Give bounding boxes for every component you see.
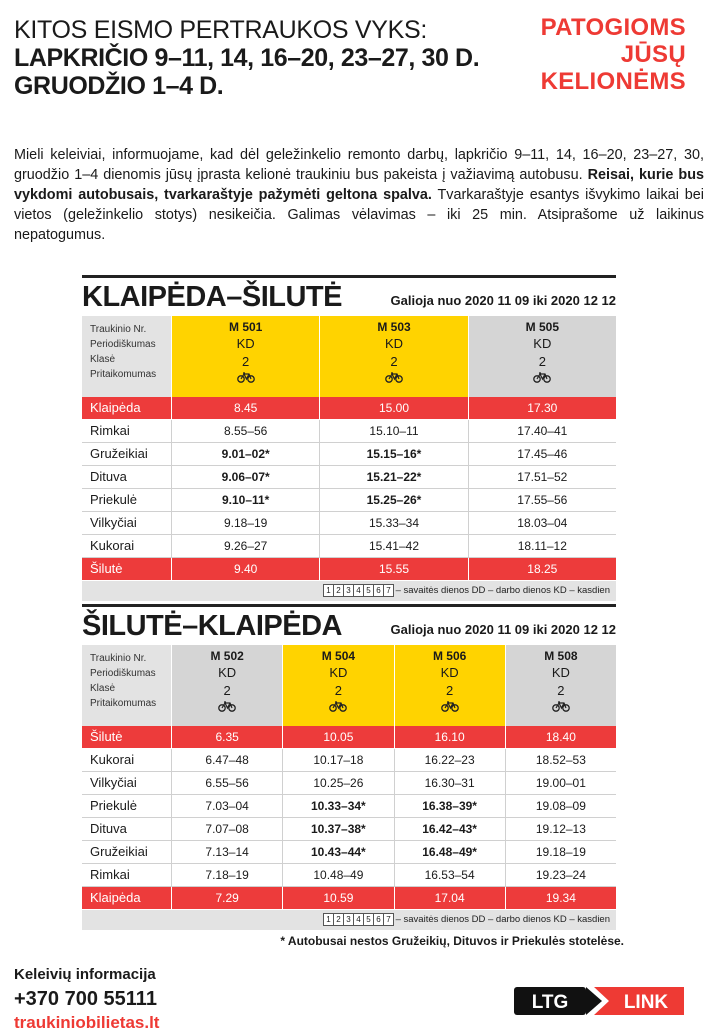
day-box: 4 (353, 913, 364, 926)
header (14, 16, 494, 100)
time-cell: 16.42–43* (395, 818, 506, 840)
time-cell: 19.00–01 (535, 776, 586, 790)
day-box: 5 (363, 584, 374, 597)
time-cell: 18.11–12 (517, 539, 567, 553)
footnote: * Autobusai nestos Gružeikių, Dituvos ir Priekulės stotelėse. (280, 934, 624, 948)
time-cell: 10.37–38* (283, 818, 394, 840)
legend-text: – savaitės dienos DD – darbo dienos KD – kasdien (392, 585, 610, 596)
intro-bold: Reisai, kurie bus vykdomi autobusais, tvarkaraštyje pažymėti geltona spalva. (14, 167, 705, 203)
contact-label: Keleivių informacija (14, 966, 156, 983)
time-cell: 7.03–04 (172, 795, 283, 817)
label-period: Periodiškumas (90, 339, 156, 350)
timetable-row (82, 558, 616, 581)
label-class: Klasė (90, 354, 116, 365)
bicycle-icon (385, 371, 403, 383)
time-cell: 16.10 (395, 726, 506, 748)
label-adapt: Pritaikomumas (90, 698, 157, 709)
time-cell: 7.07–08 (172, 818, 283, 840)
time-cell: 15.25–26* (320, 489, 468, 511)
station-name: Priekulė (82, 489, 172, 511)
time-cell: 17.45–46 (517, 447, 568, 461)
time-cell: 10.43–44* (283, 841, 394, 863)
station-name: Priekulė (82, 795, 172, 817)
time-cell: 9.01–02* (172, 443, 320, 465)
bicycle-icon (237, 371, 255, 383)
train-column (506, 645, 616, 726)
train-number: M 508 (544, 649, 578, 663)
time-cell: 17.30 (527, 401, 558, 415)
station-name: Dituva (82, 818, 172, 840)
time-cell: 10.17–18 (283, 749, 394, 771)
validity: Galioja nuo 2020 11 09 iki 2020 12 12 (390, 293, 616, 308)
label-class: Klasė (90, 683, 116, 694)
time-cell: 16.48–49* (395, 841, 506, 863)
header-line-1: KITOS EISMO PERTRAUKOS VYKS: (14, 16, 428, 44)
day-box: 1 (323, 913, 334, 926)
time-cell: 15.00 (320, 397, 468, 419)
train-number: M 501 (228, 320, 263, 334)
day-box: 6 (373, 584, 384, 597)
time-cell: 19.08–09 (535, 799, 586, 813)
header-labels (82, 316, 172, 397)
legend-text: – savaitės dienos DD – darbo dienos KD – kasdien (392, 914, 610, 925)
header-line-3: GRUODŽIO 1–4 D. (14, 72, 224, 100)
time-cell: 7.18–19 (172, 864, 283, 886)
station-name: Vilkyčiai (82, 772, 172, 794)
train-period: KD (218, 665, 237, 680)
train-period: KD (533, 336, 552, 351)
logo-left-text: LTG (531, 992, 569, 1013)
day-box: 7 (383, 913, 394, 926)
legend (82, 910, 616, 930)
time-cell: 7.13–14 (172, 841, 283, 863)
day-box: 3 (343, 584, 354, 597)
train-period: KD (329, 665, 348, 680)
time-cell: 6.35 (172, 726, 283, 748)
intro-text-2: Tvarkaraštyje esantys išvykimo laikai bei vietos (geležinkelio stotys) nesikeičia. Galimas vėlavimas – iki 25 min. Atsiprašome už laikinus nepatogumus. (14, 187, 704, 243)
station-name: Šilutė (82, 558, 172, 580)
time-cell: 15.15–16* (320, 443, 468, 465)
contact-info (14, 963, 159, 1035)
day-box: 1 (323, 584, 334, 597)
bicycle-icon (329, 700, 347, 712)
time-cell: 15.21–22* (320, 466, 468, 488)
train-class: 2 (242, 354, 250, 369)
timetable-row (82, 841, 616, 864)
validity: Galioja nuo 2020 11 09 iki 2020 12 12 (390, 622, 616, 637)
time-cell: 17.55–56 (517, 493, 568, 507)
time-cell: 6.47–48 (172, 749, 283, 771)
day-box: 4 (353, 584, 364, 597)
timetable-row (82, 887, 616, 910)
timetable-row (82, 535, 616, 558)
time-cell: 10.25–26 (283, 772, 394, 794)
timetable-row (82, 397, 616, 420)
station-name: Gružeikiai (82, 443, 172, 465)
train-number: M 503 (377, 320, 411, 334)
day-box: 3 (343, 913, 354, 926)
time-cell: 17.40–41 (517, 424, 568, 438)
time-cell: 15.33–34 (320, 512, 468, 534)
train-column (172, 316, 320, 397)
label-train-no: Traukinio Nr. (90, 653, 147, 664)
timetable-title: ŠILUTĖ–KLAIPĖDA (82, 610, 342, 642)
train-period: KD (440, 665, 459, 680)
header-line-2: LAPKRIČIO 9–11, 14, 16–20, 23–27, 30 D. (14, 44, 480, 72)
time-cell: 8.45 (172, 397, 320, 419)
time-cell: 18.52–53 (535, 753, 586, 767)
time-cell: 15.10–11 (320, 420, 468, 442)
timetable-row (82, 466, 616, 489)
train-period: KD (551, 665, 570, 680)
train-class: 2 (223, 683, 231, 698)
station-name: Dituva (82, 466, 172, 488)
time-cell: 15.55 (320, 558, 468, 580)
time-cell: 9.10–11* (172, 489, 320, 511)
timetable-row (82, 726, 616, 749)
time-cell: 9.40 (172, 558, 320, 580)
slogan-line-2: JŪSŲ (620, 41, 686, 68)
time-cell: 16.53–54 (395, 864, 506, 886)
contact-site-link[interactable]: traukiniobilietas.lt (14, 1013, 160, 1032)
time-cell: 18.03–04 (517, 516, 568, 530)
train-number: M 502 (210, 649, 244, 663)
station-name: Rimkai (82, 864, 172, 886)
time-cell: 9.06–07* (172, 466, 320, 488)
station-name: Klaipėda (82, 887, 172, 909)
train-column (469, 316, 616, 397)
timetable-row (82, 818, 616, 841)
bicycle-icon (552, 700, 570, 712)
timetable-row (82, 443, 616, 466)
time-cell: 9.26–27 (172, 535, 320, 557)
bicycle-icon (533, 371, 551, 383)
timetable-row (82, 795, 616, 818)
train-column (172, 645, 283, 726)
train-number: M 506 (432, 649, 467, 663)
time-cell: 10.59 (283, 887, 394, 909)
timetable-title: KLAIPĖDA–ŠILUTĖ (82, 281, 342, 313)
timetable-row (82, 489, 616, 512)
time-cell: 18.25 (527, 562, 558, 576)
station-name: Vilkyčiai (82, 512, 172, 534)
station-name: Klaipėda (82, 397, 172, 419)
time-cell: 10.48–49 (283, 864, 394, 886)
train-class: 2 (390, 354, 398, 369)
time-cell: 10.33–34* (283, 795, 394, 817)
slogan-line-1: PATOGIOMS (540, 14, 686, 41)
time-cell: 9.18–19 (172, 512, 320, 534)
timetable-klaipeda-silute (82, 275, 616, 601)
train-class: 2 (334, 683, 342, 698)
timetable-row (82, 772, 616, 795)
time-cell: 7.29 (172, 887, 283, 909)
slogan (486, 14, 686, 95)
logo-right-text: LINK (623, 992, 669, 1013)
bicycle-icon (441, 700, 459, 712)
intro-paragraph (14, 145, 704, 245)
time-cell: 15.41–42 (320, 535, 468, 557)
train-header (82, 316, 616, 397)
time-cell: 16.30–31 (395, 772, 506, 794)
day-box: 5 (363, 913, 374, 926)
time-cell: 16.22–23 (395, 749, 506, 771)
legend-days (323, 585, 393, 596)
train-header (82, 645, 616, 726)
intro-text-1: Mieli keleiviai, informuojame, kad dėl geležinkelio remonto darbų, lapkričio 9–11, 14, 16–20, 23–27, 30, gruodžio 1–4 dienomis jūsų įprasta kelionė traukiniu bus pakeista į važiavimą autobusu. (14, 147, 704, 183)
station-name: Kukorai (82, 535, 172, 557)
train-number: M 504 (321, 649, 356, 663)
timetable-row (82, 512, 616, 535)
timetable-silute-klaipeda (82, 604, 616, 930)
time-cell: 19.34 (545, 891, 576, 905)
label-train-no: Traukinio Nr. (90, 324, 147, 335)
time-cell: 19.12–13 (535, 822, 586, 836)
timetable-row (82, 864, 616, 887)
time-cell: 19.18–19 (535, 845, 586, 859)
time-cell: 16.38–39* (395, 795, 506, 817)
time-cell: 17.04 (395, 887, 506, 909)
day-box: 2 (333, 913, 344, 926)
timetable-row (82, 420, 616, 443)
train-class: 2 (446, 683, 454, 698)
train-column (320, 316, 468, 397)
station-name: Kukorai (82, 749, 172, 771)
bicycle-icon (218, 700, 236, 712)
time-cell: 18.40 (545, 730, 576, 744)
slogan-line-3: KELIONĖMS (540, 68, 686, 95)
station-name: Rimkai (82, 420, 172, 442)
label-period: Periodiškumas (90, 668, 156, 679)
train-class: 2 (538, 354, 546, 369)
time-cell: 10.05 (283, 726, 394, 748)
time-cell: 6.55–56 (172, 772, 283, 794)
timetable-row (82, 749, 616, 772)
header-labels (82, 645, 172, 726)
time-cell: 8.55–56 (172, 420, 320, 442)
ltg-link-logo (514, 986, 684, 1016)
day-box: 2 (333, 584, 344, 597)
train-number: M 505 (525, 320, 559, 334)
label-adapt: Pritaikomumas (90, 369, 157, 380)
train-class: 2 (557, 683, 565, 698)
train-column (395, 645, 506, 726)
day-box: 7 (383, 584, 394, 597)
train-period: KD (236, 336, 255, 351)
time-cell: 17.51–52 (517, 470, 568, 484)
station-name: Šilutė (82, 726, 172, 748)
legend-days (323, 914, 393, 925)
station-name: Gružeikiai (82, 841, 172, 863)
day-box: 6 (373, 913, 384, 926)
time-cell: 19.23–24 (535, 868, 586, 882)
train-period: KD (384, 336, 404, 351)
legend (82, 581, 616, 601)
train-column (283, 645, 394, 726)
contact-phone[interactable]: +370 700 55111 (14, 988, 157, 1010)
